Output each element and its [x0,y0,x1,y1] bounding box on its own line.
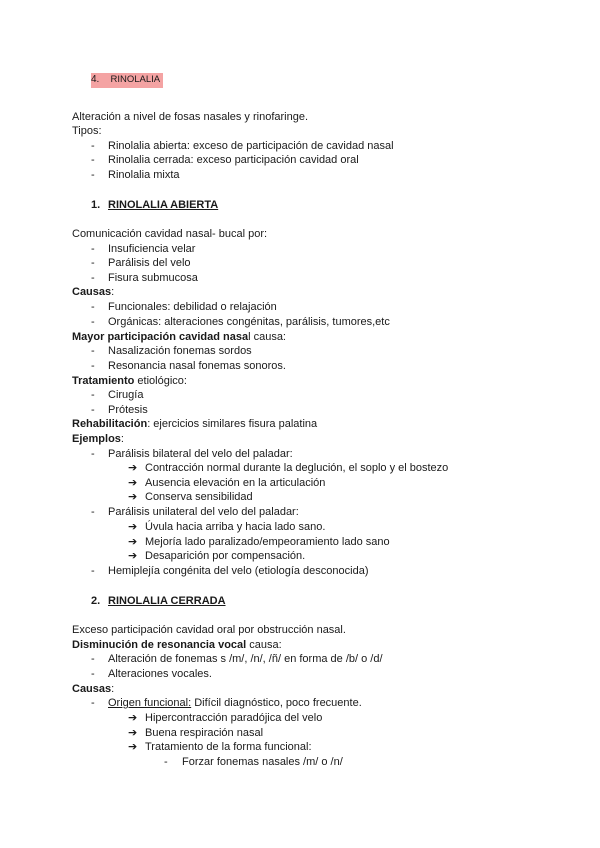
bullet-dash: - [91,154,95,166]
list-subitem: Úvula hacia arriba y hacia lado sano. [145,521,326,533]
list-item: Origen funcional: Difícil diagnóstico, poco frecuente. [108,697,362,709]
section-heading [91,73,163,88]
arrow-icon: ➔ [128,462,138,474]
list-subitem: Conserva sensibilidad [145,491,253,503]
bullet-dash: - [91,301,95,313]
arrow-icon: ➔ [128,712,138,724]
tratamiento-heading: Tratamiento etiológico: [72,375,187,387]
list-item: Funcionales: debilidad o relajación [108,301,277,313]
arrow-icon: ➔ [128,477,138,489]
list-item: Parálisis del velo [108,257,191,269]
arrow-icon: ➔ [128,521,138,533]
list-subitem: Contracción normal durante la deglución, el soplo y el bostezo [145,462,449,474]
subsection-number: 2. [91,595,101,607]
arrow-icon: ➔ [128,741,138,753]
bullet-dash: - [91,272,95,284]
bullet-dash: - [91,316,95,328]
list-item: Nasalización fonemas sordos [108,345,252,357]
bullet-dash: - [91,668,95,680]
list-item: Rinolalia mixta [108,169,180,181]
list-item: Cirugía [108,389,144,401]
list-subitem: Hipercontracción paradójica del velo [145,712,323,724]
paragraph: Exceso participación cavidad oral por obstrucción nasal. [72,624,346,636]
list-item: Prótesis [108,404,148,416]
subsection-number: 1. [91,199,101,211]
list-subsubitem: Forzar fonemas nasales /m/ o /n/ [182,756,343,768]
arrow-icon: ➔ [128,536,138,548]
origen-label: Origen funcional: [108,697,192,709]
bullet-dash: - [91,404,95,416]
causas-heading: Causas: [72,683,115,695]
section-title: RINOLALIA [110,74,161,85]
list-subitem: Ausencia elevación en la articulación [145,477,326,489]
bullet-dash: - [91,448,95,460]
list-item: Alteración de fonemas s /m/, /n/, /ñ/ en forma de /b/ o /d/ [108,653,383,665]
arrow-icon: ➔ [128,491,138,503]
list-item: Parálisis unilateral del velo del paladar: [108,506,299,518]
ejemplos-heading: Ejemplos: [72,433,124,445]
list-subitem: Desaparición por compensación. [145,550,306,562]
section-number: 4. [91,74,100,85]
bullet-dash: - [91,506,95,518]
bullet-dash: - [91,360,95,372]
list-item: Alteraciones vocales. [108,668,212,680]
tipos-label: Tipos: [72,125,102,137]
disminucion-heading: Disminución de resonancia vocal causa: [72,639,282,651]
bullet-dash: - [91,169,95,181]
list-item: Parálisis bilateral del velo del paladar: [108,448,293,460]
causas-heading: Causas: [72,286,115,298]
bullet-dash: - [91,243,95,255]
subsection-title: RINOLALIA CERRADA [108,595,226,607]
bullet-dash: - [91,565,95,577]
bullet-dash: - [91,345,95,357]
mayor-heading: Mayor participación cavidad nasal causa: [72,331,286,343]
bullet-dash: - [91,653,95,665]
rehabilitacion-line: Rehabilitación: ejercicios similares fisura palatina [72,418,318,430]
list-subitem: Buena respiración nasal [145,727,264,739]
list-item: Rinolalia abierta: exceso de participación de cavidad nasal [108,140,394,152]
arrow-icon: ➔ [128,727,138,739]
bullet-dash: - [91,257,95,269]
subsection-title: RINOLALIA ABIERTA [108,199,219,211]
list-item: Resonancia nasal fonemas sonoros. [108,360,286,372]
list-item: Fisura submucosa [108,272,198,284]
intro-text: Alteración a nivel de fosas nasales y rinofaringe. [72,111,309,123]
bullet-dash: - [91,697,95,709]
list-item: Orgánicas: alteraciones congénitas, parálisis, tumores,etc [108,316,390,328]
bullet-dash: - [91,389,95,401]
list-subitem: Tratamiento de la forma funcional: [145,741,312,753]
arrow-icon: ➔ [128,550,138,562]
list-item: Insuficiencia velar [108,243,196,255]
bullet-dash: - [91,140,95,152]
list-item: Hemiplejía congénita del velo (etiología desconocida) [108,565,369,577]
bullet-dash: - [164,756,168,768]
paragraph: Comunicación cavidad nasal- bucal por: [72,228,268,240]
list-subitem: Mejoría lado paralizado/empeoramiento lado sano [145,536,390,548]
list-item: Rinolalia cerrada: exceso participación cavidad oral [108,154,359,166]
